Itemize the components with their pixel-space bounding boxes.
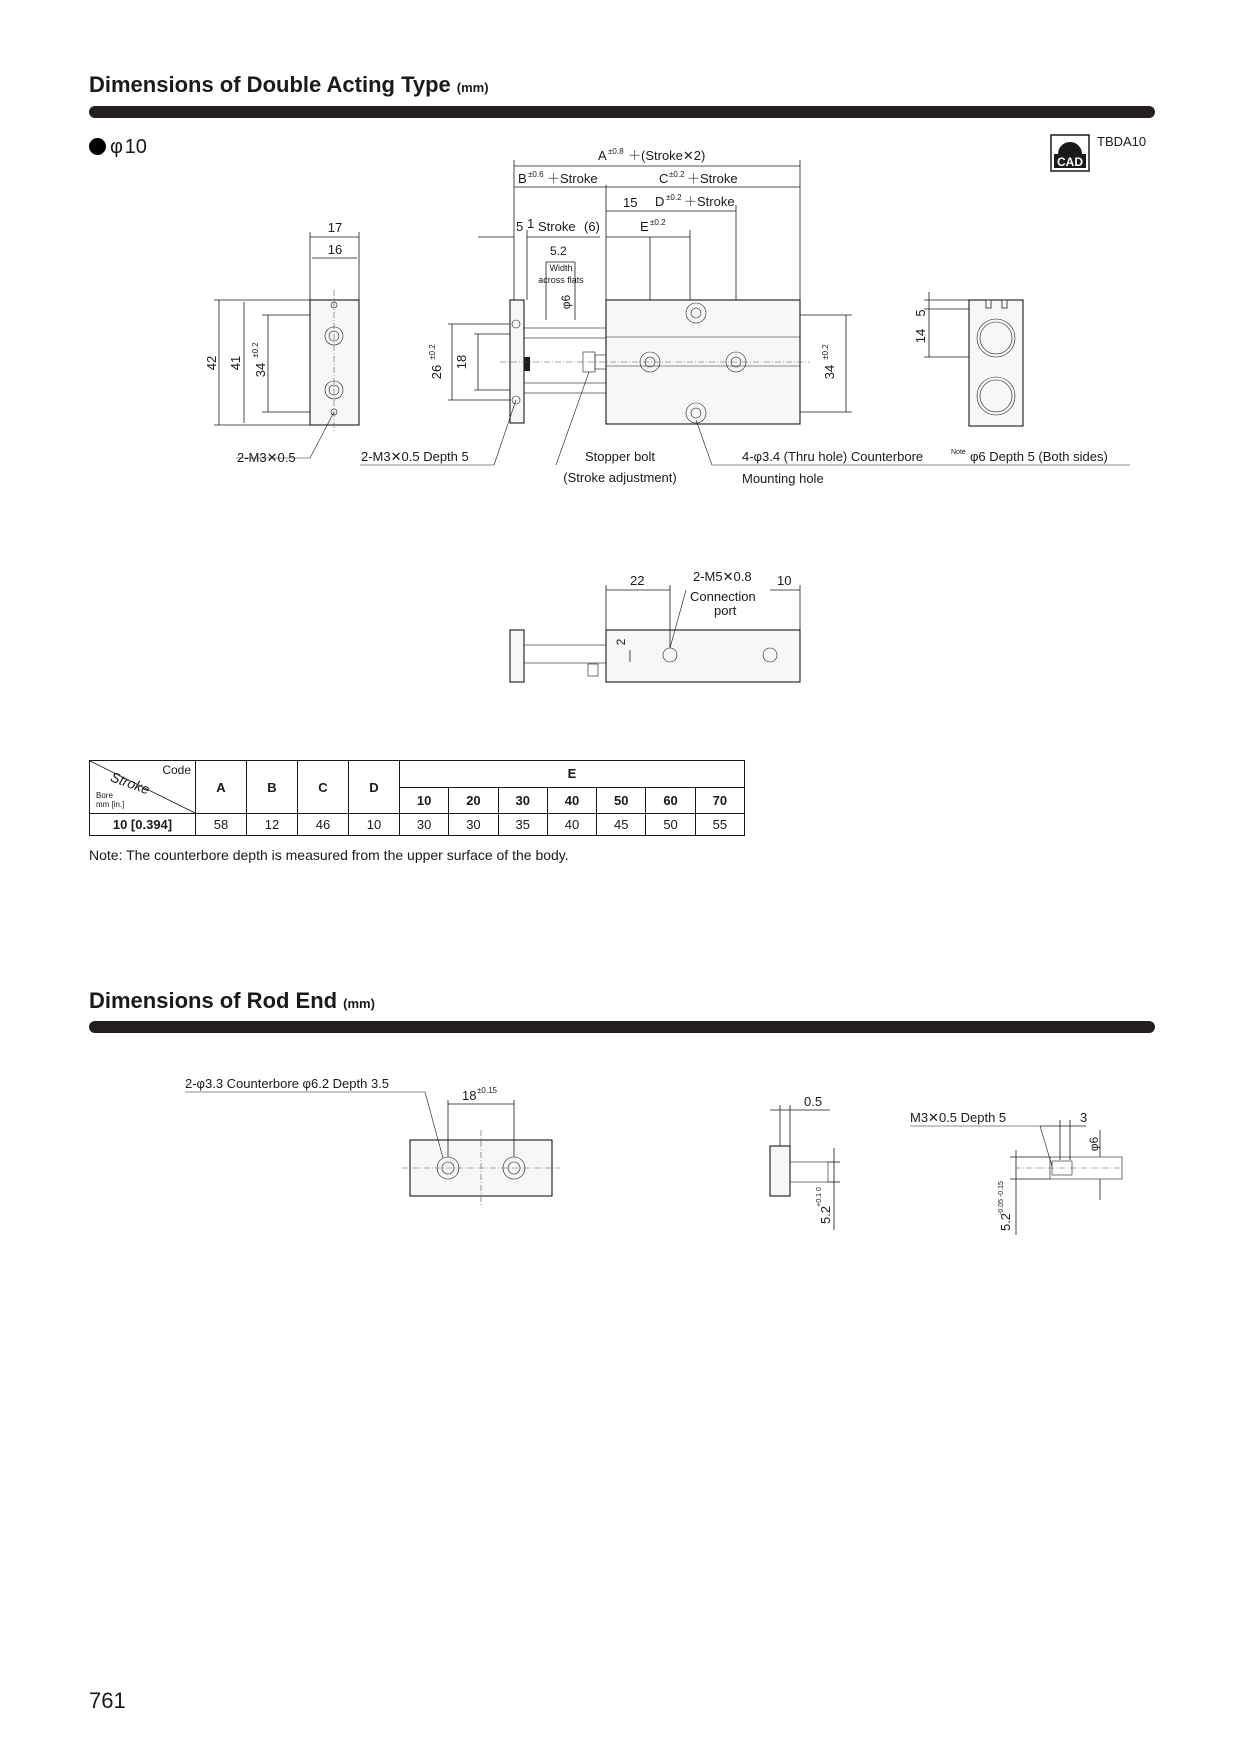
- dim-0-5: 0.5: [804, 1094, 823, 1109]
- label-stopper-2: (Stroke adjustment): [563, 470, 677, 485]
- row-bore: 10 [0.394]: [90, 814, 196, 836]
- section-title-rod-end: [89, 988, 375, 1014]
- dim-D: D: [655, 194, 665, 209]
- dim-16: 16: [327, 242, 343, 257]
- label-m3-left: 2-M3✕0.5: [237, 450, 296, 465]
- header-E: E: [400, 761, 745, 788]
- cell-E: 30: [449, 814, 498, 836]
- table-row: [90, 814, 745, 836]
- dim-5-2-thread: 5.2: [998, 1212, 1013, 1232]
- dim-paren-6: (6): [584, 219, 600, 234]
- section-unit: (mm): [456, 80, 489, 95]
- rod-end-side-view: [770, 1094, 840, 1230]
- code-label: Code: [162, 763, 191, 777]
- dim-18-rod: 18: [462, 1088, 477, 1103]
- dim-C-suffix: ＋Stroke: [687, 171, 738, 186]
- tol-18-rod: ±0.15: [477, 1086, 497, 1095]
- width-across-flats-2: across flats: [538, 275, 584, 285]
- cell-D: 10: [349, 814, 400, 836]
- label-mounting-note: Note: [951, 449, 966, 456]
- tol-B: ±0.6: [528, 170, 544, 179]
- left-end-body: [310, 300, 359, 425]
- cell-A: 58: [196, 814, 247, 836]
- stroke-label: Stroke: [108, 768, 152, 798]
- header-A: A: [196, 761, 247, 814]
- rod-end-side: [770, 1146, 790, 1196]
- dimension-table: [89, 760, 745, 836]
- rod-thread-view: [910, 1110, 1125, 1235]
- dim-5-right: 5: [913, 309, 928, 317]
- tol-D: ±0.2: [666, 193, 682, 202]
- header-corner-cell: [90, 761, 196, 814]
- dim-E: E: [640, 219, 649, 234]
- dim-14: 14: [913, 328, 928, 344]
- cell-C: 46: [298, 814, 349, 836]
- main-drawing: [0, 0, 1240, 720]
- dim-D-suffix: ＋Stroke: [684, 194, 735, 209]
- stroke-label: Stroke: [538, 219, 576, 234]
- bore-value: 10: [124, 136, 147, 158]
- right-end-view: [913, 292, 1023, 426]
- left-end-view: [204, 220, 359, 465]
- label-m3-depth: 2-M3✕0.5 Depth 5: [361, 449, 469, 464]
- width-across-flats-1: Width: [549, 263, 573, 273]
- tol-34-right: ±0.2: [821, 344, 830, 360]
- dim-5: 5: [516, 219, 524, 234]
- dim-42: 42: [204, 355, 219, 371]
- dim-C: C: [659, 171, 669, 186]
- header-C: C: [298, 761, 349, 814]
- tol-C: ±0.2: [669, 170, 685, 179]
- stroke-header: 10: [400, 787, 449, 814]
- stroke-header: 70: [695, 787, 744, 814]
- dim-22: 22: [630, 573, 645, 588]
- dim-A: A: [598, 148, 607, 163]
- cad-icon-label: CAD: [1057, 155, 1083, 169]
- label-m3-rod: M3✕0.5 Depth 5: [910, 1110, 1007, 1125]
- side-end-plate: [510, 630, 524, 682]
- dim-15: 15: [623, 195, 638, 210]
- section-bar: [89, 1021, 1155, 1033]
- model-tag: TBDA10: [1097, 134, 1147, 149]
- side-body: [606, 630, 800, 682]
- dim-17: 17: [327, 220, 343, 235]
- stroke-header: 60: [646, 787, 695, 814]
- cell-B: 12: [247, 814, 298, 836]
- cell-E: 35: [498, 814, 547, 836]
- dim-18: 18: [454, 354, 469, 370]
- table-note: Note: The counterbore depth is measured from the upper surface of the body.: [89, 847, 569, 863]
- cell-E: 40: [547, 814, 596, 836]
- tol-5-2-thread: -0.05 -0.15: [998, 1181, 1005, 1215]
- rod-end-drawing: [0, 1060, 1240, 1240]
- page-number: 761: [89, 1688, 126, 1713]
- section-unit: (mm): [343, 996, 375, 1011]
- dim-26: 26: [429, 364, 444, 380]
- label-port-2: Connection: [690, 589, 756, 604]
- dim-3: 3: [1080, 1110, 1088, 1125]
- stroke-header: 40: [547, 787, 596, 814]
- section-title-text: Dimensions of Double Acting Type: [89, 72, 451, 97]
- section-title-text: Dimensions of Rod End: [89, 988, 338, 1013]
- dim-A-suffix: ＋(Stroke✕2): [628, 148, 706, 163]
- label-counterbore: 2-φ3.3 Counterbore φ6.2 Depth 3.5: [185, 1076, 390, 1091]
- tol-5-2-rod: +0.1 0: [816, 1187, 823, 1207]
- stroke-header: 20: [449, 787, 498, 814]
- dim-10: 10: [777, 573, 792, 588]
- stroke-header: 50: [597, 787, 646, 814]
- dim-34: 34: [253, 362, 268, 378]
- label-mounting-3: Mounting hole: [742, 471, 824, 486]
- dim-34-right: 34: [822, 364, 837, 380]
- label-port-3: port: [714, 603, 737, 618]
- dim-B: B: [518, 171, 527, 186]
- dim-1: 1: [527, 216, 535, 231]
- stopper-block: [524, 357, 530, 371]
- bore-label: Bore: [96, 791, 113, 800]
- tol-34: ±0.2: [251, 342, 260, 358]
- label-mounting-1: 4-φ3.4 (Thru hole) Counterbore: [742, 449, 924, 464]
- tol-A: ±0.8: [608, 147, 624, 156]
- cell-E: 55: [695, 814, 744, 836]
- tol-26: ±0.2: [428, 344, 437, 360]
- phi-symbol: φ: [110, 136, 123, 158]
- dim-5-2: 5.2: [550, 244, 567, 258]
- dim-B-suffix: ＋Stroke: [547, 171, 598, 186]
- header-D: D: [349, 761, 400, 814]
- side-view: [510, 569, 800, 682]
- dim-phi6-rod: φ6: [1087, 1136, 1101, 1152]
- cell-E: 30: [400, 814, 449, 836]
- cell-E: 50: [646, 814, 695, 836]
- dim-phi6: φ6: [559, 294, 573, 310]
- label-port-1: 2-M5✕0.8: [693, 569, 752, 584]
- dim-5-2-rod: 5.2: [818, 1205, 833, 1225]
- stroke-header: 30: [498, 787, 547, 814]
- end-plate: [510, 300, 524, 423]
- rod-end-plate-view: [185, 1076, 560, 1206]
- label-stopper-1: Stopper bolt: [584, 449, 656, 464]
- dim-41: 41: [228, 355, 243, 371]
- header-B: B: [247, 761, 298, 814]
- label-mounting-2: φ6 Depth 5 (Both sides): [970, 449, 1108, 464]
- bore-unit-label: mm [in.]: [96, 800, 125, 809]
- dim-2: 2: [614, 638, 628, 646]
- cell-E: 45: [597, 814, 646, 836]
- tol-E: ±0.2: [650, 218, 666, 227]
